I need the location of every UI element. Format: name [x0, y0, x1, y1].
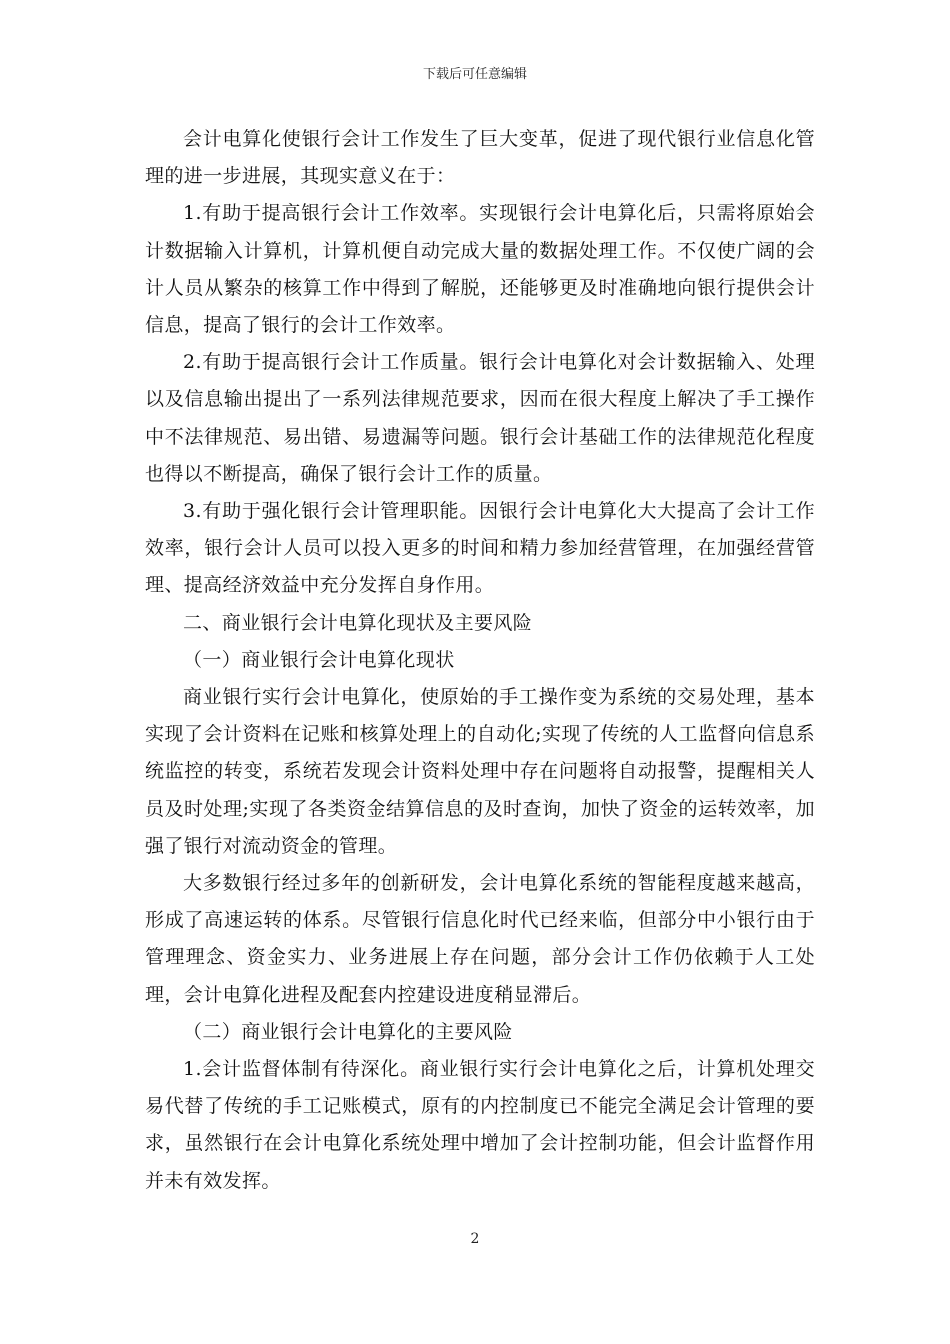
page-header: 下载后可任意编辑 [422, 67, 527, 82]
paragraph-status: 商业银行实行会计电算化，使原始的手工操作变为系统的交易处理，基本实现了会计资料在记账和核算处理上的自动化;实现了传统的人工监督向信息系统监控的转变，系统若发现会计资料处理中存在问题将自动报警，提醒相关人员及时处理;实现了各类资金结算信息的及时查询，加快了资金的运转效率，加强了银行对流动资金的管理。 [145, 686, 815, 857]
subsection-heading-1: （一）商业银行会计电算化现状 [183, 648, 455, 671]
paragraph-point-1-efficiency: 1.有助于提高银行会计工作效率。实现银行会计电算化后，只需将原始会计数据输入计算机，计算机便自动完成大量的数据处理工作。不仅使广阔的会计人员从繁杂的核算工作中得到了解脱，还能够更及时准确地向银行提供会计信息，提高了银行的会计工作效率。 [145, 202, 815, 337]
subsection-heading-2: （二）商业银行会计电算化的主要风险 [183, 1020, 513, 1043]
page-number: 2 [470, 1231, 480, 1247]
paragraph-risk-1: 1.会计监督体制有待深化。商业银行实行会计电算化之后，计算机处理交易代替了传统的手工记账模式，原有的内控制度已不能完全满足会计管理的要求，虽然银行在会计电算化系统处理中增加了会计控制功能，但会计监督作用并未有效发挥。 [145, 1058, 815, 1192]
paragraph-intro: 会计电算化使银行会计工作发生了巨大变革，促进了现代银行业信息化管理的进一步进展，其现实意义在于： [145, 128, 815, 188]
paragraph-point-2-quality: 2.有助于提高银行会计工作质量。银行会计电算化对会计数据输入、处理以及信息输出提出了一系列法律规范要求，因而在很大程度上解决了手工操作中不法律规范、易出错、易遗漏等问题。银行会计基础工作的法律规范化程度也得以不断提高，确保了银行会计工作的质量。 [145, 351, 815, 485]
document-body [145, 121, 815, 1200]
paragraph-development: 大多数银行经过多年的创新研发，会计电算化系统的智能程度越来越高，形成了高速运转的体系。尽管银行信息化时代已经来临，但部分中小银行由于管理理念、资金实力、业务进展上存在问题，部分会计工作仍依赖于人工处理，会计电算化进程及配套内控建设进度稍显滞后。 [145, 872, 815, 1006]
section-heading-2: 二、商业银行会计电算化现状及主要风险 [183, 611, 533, 634]
paragraph-point-3-management: 3.有助于强化银行会计管理职能。因银行会计电算化大大提高了会计工作效率，银行会计人员可以投入更多的时间和精力参加经营管理，在加强经营管理、提高经济效益中充分发挥自身作用。 [145, 500, 815, 597]
